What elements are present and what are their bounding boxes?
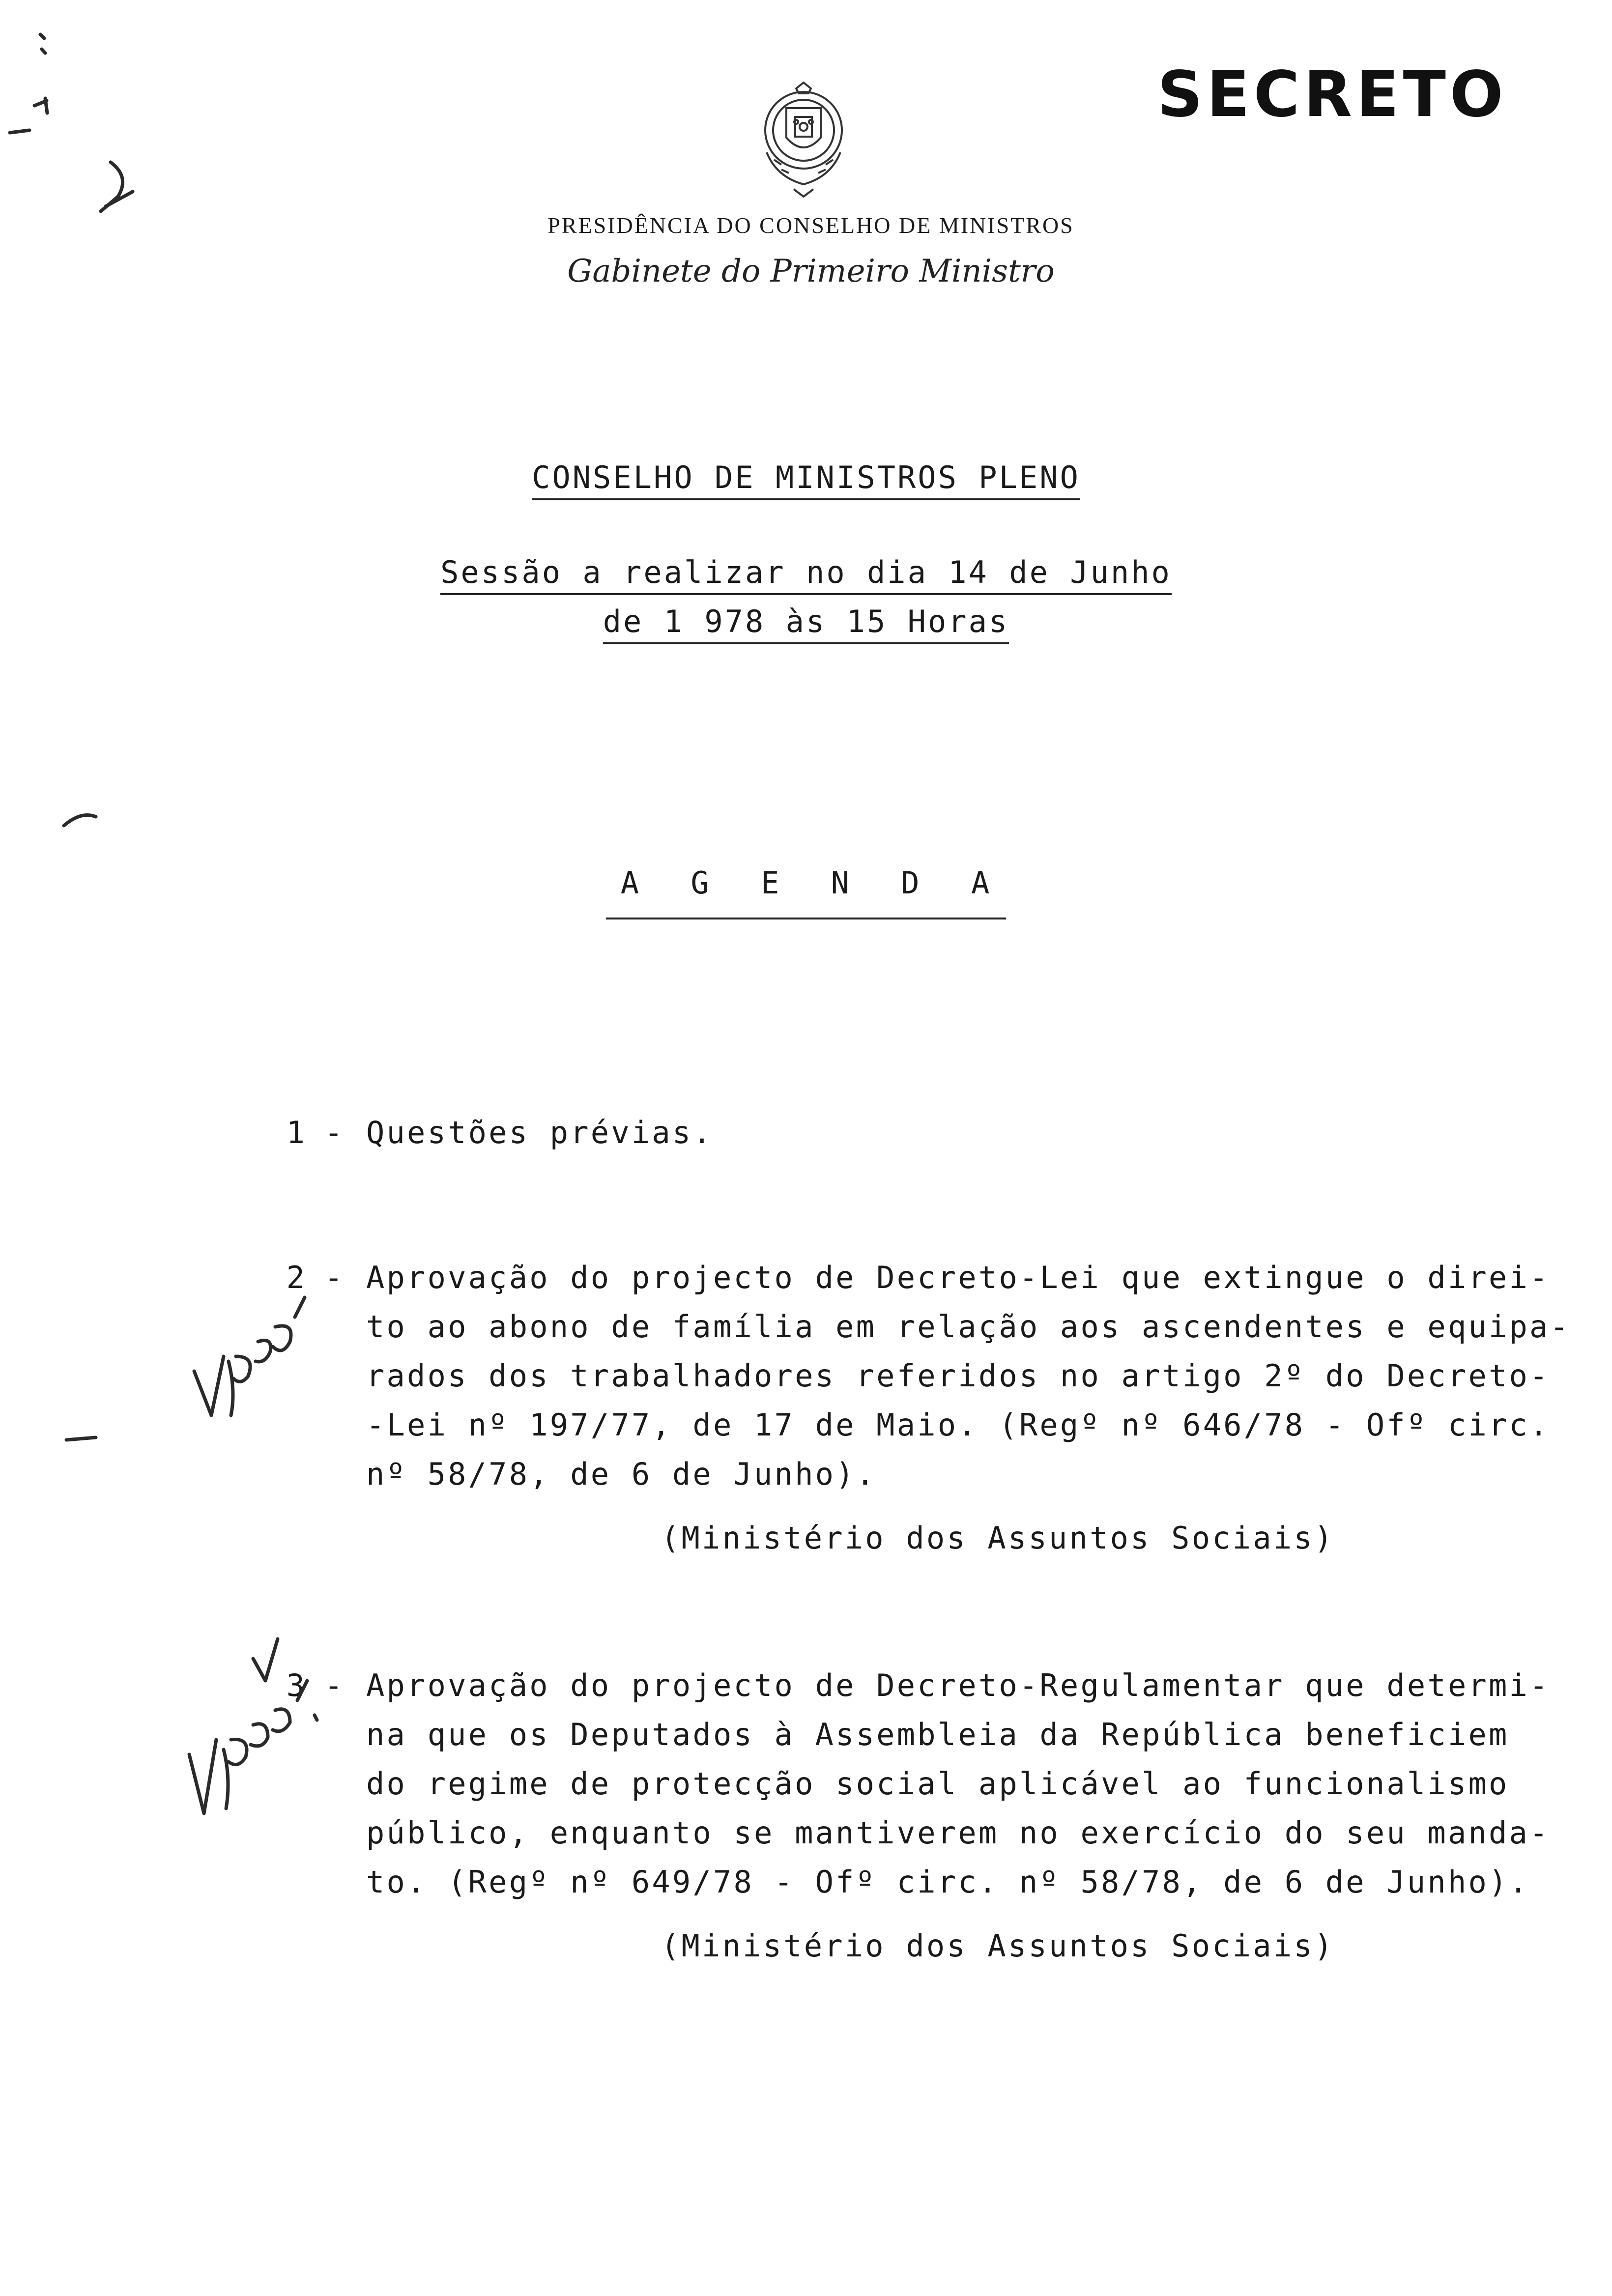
item-2-line-5: nº 58/78, de 6 de Junho). [366, 1456, 877, 1492]
margin-dash-mark [64, 815, 96, 826]
agenda-heading-text: A G E N D A [606, 865, 1007, 919]
item-3-number: 3 [286, 1667, 305, 1703]
item-2-line-1: Aprovação do projecto de Decreto-Lei que extingue o direi- [366, 1260, 1550, 1295]
session-line-1-text: Sessão a realizar no dia 14 de Junho [440, 554, 1172, 595]
session-line-2-text: de 1 978 às 15 Horas [603, 603, 1009, 644]
handwritten-approval-mark [194, 1297, 305, 1415]
item-3-ministry: (Ministério dos Assuntos Sociais) [661, 1928, 1335, 1964]
item-1-separator: - [324, 1115, 343, 1150]
item-2-line-2: to ao abono de família em relação aos ascendentes e equipa- [366, 1309, 1571, 1345]
item-3-separator: - [324, 1667, 343, 1703]
item-2-ministry: (Ministério dos Assuntos Sociais) [661, 1520, 1335, 1556]
meeting-title-text: CONSELHO DE MINISTROS PLENO [532, 459, 1080, 500]
handwritten-approval-mark [189, 1681, 317, 1813]
item-2-separator: - [324, 1260, 343, 1295]
item-3-line-1: Aprovação do projecto de Decreto-Regulamentar que determi- [366, 1667, 1550, 1703]
item-2-line-4: -Lei nº 197/77, de 17 de Maio. (Regº nº 646/78 - Ofº circ. [366, 1407, 1550, 1443]
item-1-line-1: Questões prévias. [366, 1115, 713, 1150]
item-3-line-5: to. (Regº nº 649/78 - Ofº circ. nº 58/78, de 6 de Junho). [366, 1864, 1530, 1900]
ink-speck-mark [34, 98, 47, 113]
ink-speck-mark [10, 130, 29, 133]
item-3-line-3: do regime de protecção social aplicável ao funcionalismo [366, 1766, 1509, 1802]
item-3-line-4: público, enquanto se mantiverem no exercício do seu manda- [366, 1815, 1550, 1851]
institution-heading: PRESIDÊNCIA DO CONSELHO DE MINISTROS [547, 213, 1074, 238]
check-mark [253, 1639, 278, 1681]
item-3-line-2: na que os Deputados à Assembleia da República beneficiem [366, 1717, 1509, 1752]
item-1-number: 1 [286, 1115, 305, 1150]
item-2-number: 2 [286, 1260, 305, 1295]
office-signature: Gabinete do Primeiro Ministro [567, 253, 1055, 289]
classification-label: SECRETO [1157, 58, 1507, 131]
ink-speck-mark [40, 34, 45, 53]
item-2-line-3: rados dos trabalhadores referidos no artigo 2º do Decreto- [366, 1358, 1550, 1394]
margin-dash-mark [66, 1437, 96, 1440]
